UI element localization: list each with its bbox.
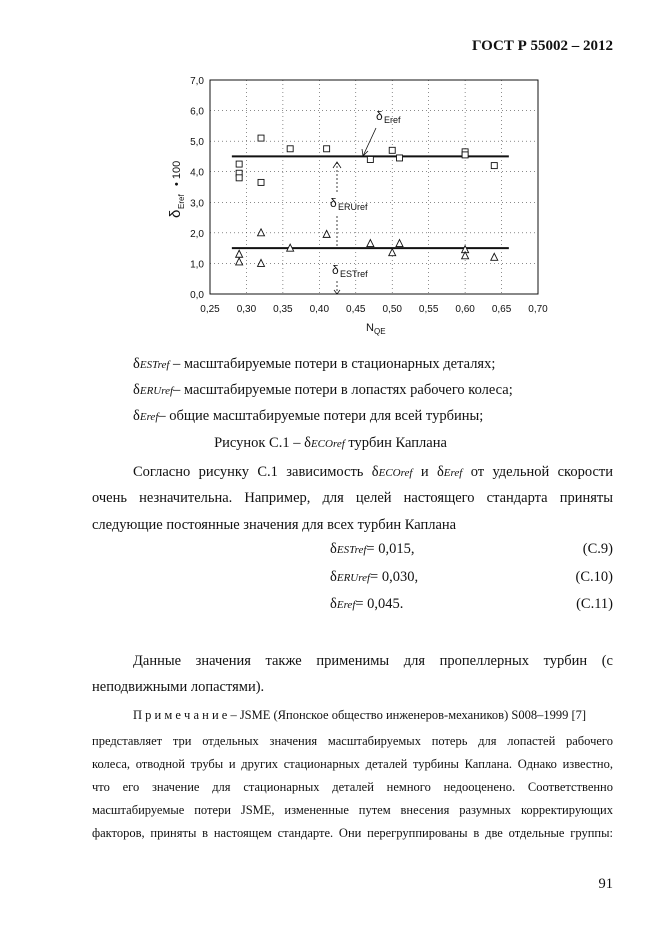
para1-text-b: и δ xyxy=(412,464,444,480)
legend-estref xyxy=(133,354,495,375)
caption-sub: ECOref xyxy=(310,438,345,450)
x-tick-label: 0,50 xyxy=(382,304,402,315)
para2-line2: неподвижными лопастями). xyxy=(92,679,265,695)
triangle-point xyxy=(236,250,243,257)
annotation-estref-subscript: ESTref xyxy=(340,269,368,279)
square-point xyxy=(389,147,395,153)
y-axis-title xyxy=(167,161,186,218)
legend-estref-sub: ESTref xyxy=(139,359,170,371)
note-line3: колеса, отводной трубы и других стационарных деталей турбины Каплана. Однако известно, xyxy=(92,757,613,771)
y-tick-label: 2,0 xyxy=(190,228,204,240)
y-tick-label: 1,0 xyxy=(190,259,204,271)
triangle-point xyxy=(258,229,265,236)
legend-estref-symbol: δ xyxy=(133,356,140,372)
para2-line1: Данные значения также применимы для пропеллерных турбин (с xyxy=(133,653,613,669)
eq3-sub: Eref xyxy=(336,599,356,611)
annotation-eruref-subscript: ERUref xyxy=(338,202,368,212)
para1-line1 xyxy=(133,462,613,483)
x-axis-label-sub: QE xyxy=(374,327,386,336)
triangle-point xyxy=(396,240,403,247)
plot-frame xyxy=(210,80,538,294)
equation-number-1: (С.9) xyxy=(582,541,613,557)
y-tick-labels xyxy=(190,76,204,301)
note-line2: представляет три отдельных значения масштабируемых потерь для лопастей рабочего xyxy=(92,734,613,748)
chart-grid xyxy=(210,80,538,294)
para1-sub1: ECOref xyxy=(378,467,413,479)
legend-eruref-sub: ERUref xyxy=(139,385,174,397)
annotation-eruref-symbol: δ xyxy=(330,196,337,210)
eq2-symbol: δ xyxy=(330,569,337,585)
annotation-eruref xyxy=(330,162,368,248)
document-header: ГОСТ Р 55002 – 2012 xyxy=(471,38,613,54)
triangle-point xyxy=(258,259,265,266)
page-number: 91 xyxy=(598,876,613,892)
para1-line3: следующие постоянные значения для всех турбин Каплана xyxy=(92,517,457,533)
para1-text-a: Согласно рисунку С.1 зависимость δ xyxy=(133,464,379,480)
note-lead: П р и м е ч а н и е xyxy=(133,708,228,722)
y-axis-label-suffix: • 100 xyxy=(171,160,183,186)
note-text: – JSME (Японское общество инженеров-механиков) S008–1999 [7] xyxy=(227,708,587,722)
chart xyxy=(160,68,560,350)
eq2-sub: ERUref xyxy=(336,572,371,584)
triangle-point xyxy=(236,258,243,265)
square-point xyxy=(236,161,242,167)
caption-text: Рисунок С.1 – δ xyxy=(214,435,311,451)
square-point xyxy=(367,156,373,162)
annotation-eref-subscript: Eref xyxy=(384,115,401,125)
y-tick-label: 6,0 xyxy=(190,106,204,118)
equation-number-2: (С.10) xyxy=(575,569,613,585)
annotation-estref-symbol: δ xyxy=(332,263,339,277)
equation-eref xyxy=(330,596,403,613)
legend-eruref-text: – масштабируемые потери в лопастях рабочего колеса; xyxy=(173,382,513,398)
square-point xyxy=(236,175,242,181)
note-line5: масштабируемые потери JSME, измененные путем внесения разумных корректирующих xyxy=(92,803,613,817)
legend-eruref xyxy=(133,380,513,401)
square-point xyxy=(462,152,468,158)
legend-eref-symbol: δ xyxy=(133,408,140,424)
y-tick-label: 5,0 xyxy=(190,137,204,149)
square-point xyxy=(324,146,330,152)
note-line6: факторов, приняты в настоящем стандарте. Они перегруппированы в две отдельные группы: xyxy=(92,826,613,840)
x-tick-label: 0,30 xyxy=(236,304,257,315)
annotation-eref-arrow xyxy=(363,128,376,156)
note-line1 xyxy=(133,706,586,724)
x-axis-title xyxy=(366,322,386,336)
caption-post: турбин Каплана xyxy=(344,435,447,451)
x-tick-label: 0,40 xyxy=(309,304,330,315)
equation-eruref xyxy=(330,569,418,586)
y-axis-label: δ xyxy=(167,209,184,218)
square-point xyxy=(287,146,293,152)
data-points xyxy=(236,135,498,266)
eq1-value: = 0,015, xyxy=(366,541,415,557)
eq3-symbol: δ xyxy=(330,596,337,612)
square-point xyxy=(397,155,403,161)
triangle-point xyxy=(323,230,330,237)
eq1-symbol: δ xyxy=(330,541,337,557)
triangle-point xyxy=(389,249,396,256)
square-point xyxy=(491,163,497,169)
para1-sub2: Eref xyxy=(443,467,463,479)
para1-line2: очень незначительна. Например, для целей настоящего стандарта приняты xyxy=(92,490,613,506)
annotation-estref xyxy=(332,263,368,294)
legend-eruref-symbol: δ xyxy=(133,382,140,398)
triangle-point xyxy=(367,240,374,247)
square-point xyxy=(258,135,264,141)
x-tick-label: 0,45 xyxy=(346,304,366,315)
note-line4: что его значение для стационарных деталей немного недооценено. Соответственно xyxy=(92,780,613,794)
para1-text-c: от удельной скорости xyxy=(462,464,613,480)
x-tick-label: 0,60 xyxy=(455,304,475,315)
figure-caption xyxy=(0,433,661,454)
annotation-eref-symbol: δ xyxy=(376,109,383,123)
legend-eref-text: – общие масштабируемые потери для всей турбины; xyxy=(158,408,484,424)
y-tick-label: 3,0 xyxy=(190,198,204,210)
equation-number-3: (С.11) xyxy=(576,596,613,612)
legend-eref xyxy=(133,406,483,427)
x-tick-label: 0,70 xyxy=(528,304,548,315)
y-tick-label: 4,0 xyxy=(190,167,204,179)
eq2-value: = 0,030, xyxy=(370,569,419,585)
x-tick-label: 0,65 xyxy=(491,304,512,315)
x-tick-label: 0,25 xyxy=(200,304,220,315)
eq3-value: = 0,045. xyxy=(355,596,404,612)
triangle-point xyxy=(491,253,498,260)
x-tick-label: 0,55 xyxy=(418,304,439,315)
y-tick-label: 0,0 xyxy=(190,290,204,301)
eq1-sub: ESTref xyxy=(336,544,367,556)
y-tick-label: 7,0 xyxy=(190,76,204,87)
x-axis-label: N xyxy=(366,322,374,334)
equation-estref xyxy=(330,541,414,558)
y-axis-label-sub: Eref xyxy=(177,194,186,209)
x-tick-labels xyxy=(200,304,548,315)
legend-estref-text: – масштабируемые потери в стационарных деталях; xyxy=(169,356,496,372)
x-tick-label: 0,35 xyxy=(273,304,293,315)
legend-eref-sub: Eref xyxy=(139,411,159,423)
square-point xyxy=(258,179,264,185)
